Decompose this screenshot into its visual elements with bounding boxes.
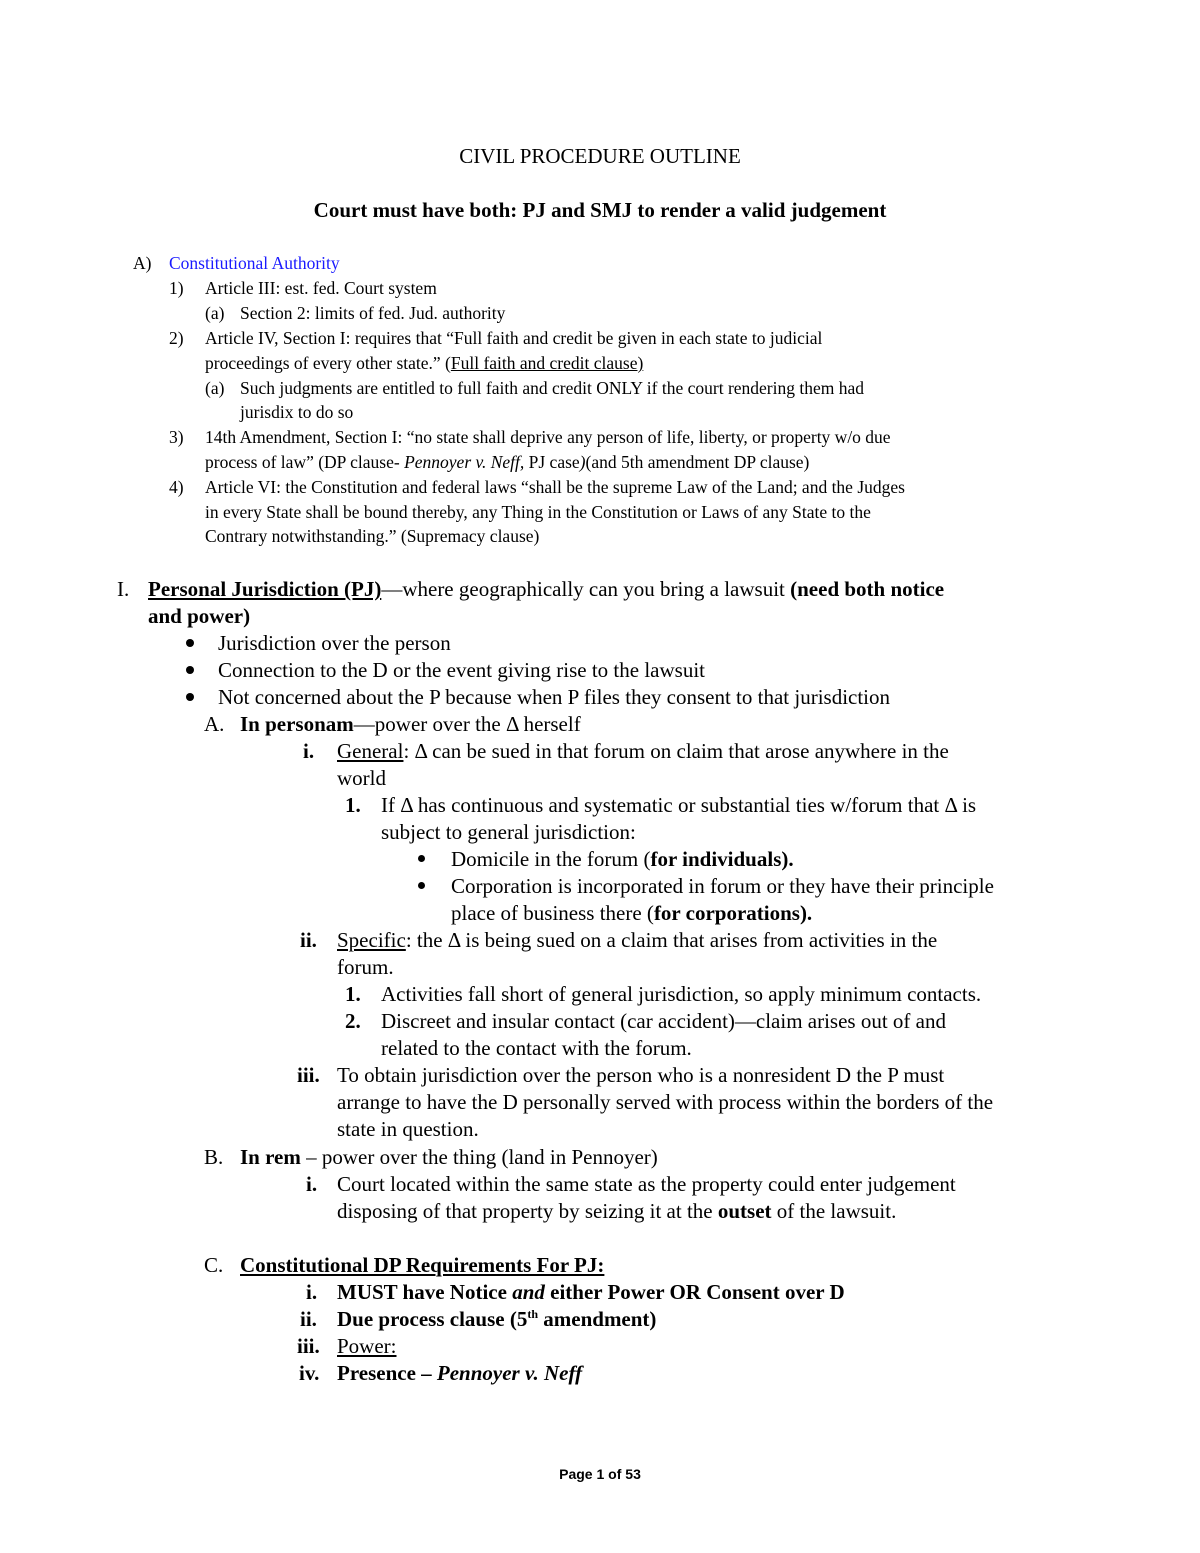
list-item-continued: process of law” (DP clause- Pennoyer v. Neff, PJ case)(and 5th amendment DP clause)	[205, 452, 810, 472]
bullet-item: Jurisdiction over the person	[218, 631, 451, 655]
list-item-continued: related to the contact with the forum.	[381, 1036, 692, 1060]
bullet-item: Domicile in the forum (for individuals).	[451, 847, 794, 871]
list-marker: (a)	[205, 303, 225, 323]
list-item: 14th Amendment, Section I: “no state shall deprive any person of life, liberty, or property w/o due	[205, 427, 891, 447]
list-item-continued: Contrary notwithstanding.” (Supremacy clause)	[205, 526, 540, 546]
in-personam-heading: In personam—power over the Δ herself	[240, 712, 581, 736]
list-item-continued: jurisdix to do so	[240, 402, 354, 422]
list-item: Discreet and insular contact (car accident)—claim arises out of and	[381, 1009, 947, 1033]
section-a-marker: A)	[133, 253, 152, 273]
sub-marker: B.	[204, 1145, 224, 1169]
list-item-continued: state in question.	[337, 1117, 479, 1141]
roman-marker: iii.	[297, 1334, 320, 1358]
number-marker: 2.	[345, 1009, 361, 1033]
list-item: Article IV, Section I: requires that “Full faith and credit be given in each state to judicial	[205, 328, 823, 348]
list-marker: (a)	[205, 378, 225, 398]
number-marker: 1.	[345, 982, 361, 1006]
list-item-continued: disposing of that property by seizing it at the outset of the lawsuit.	[337, 1199, 897, 1223]
list-item: If Δ has continuous and systematic or substantial ties w/forum that Δ is	[381, 793, 977, 817]
roman-marker: i.	[306, 1172, 318, 1196]
specific-jurisdiction: Specific: the Δ is being sued on a claim that arises from activities in the	[337, 928, 938, 952]
section-i-heading: Personal Jurisdiction (PJ)—where geographically can you bring a lawsuit (need both notice	[148, 577, 945, 601]
bullet-icon	[418, 882, 425, 889]
list-item-continued: arrange to have the D personally served with process within the borders of the	[337, 1090, 994, 1114]
general-jurisdiction: General: Δ can be sued in that forum on claim that arose anywhere in the	[337, 739, 949, 763]
roman-marker: iv.	[299, 1361, 320, 1385]
section-a-heading: Constitutional Authority	[169, 253, 340, 273]
bullet-item: Corporation is incorporated in forum or they have their principle	[451, 874, 994, 898]
bullet-icon	[186, 666, 194, 674]
roman-marker: i.	[306, 1280, 318, 1304]
list-marker: 3)	[169, 427, 184, 447]
list-item: Presence – Pennoyer v. Neff	[337, 1361, 583, 1385]
bullet-icon	[418, 855, 425, 862]
list-item: To obtain jurisdiction over the person who is a nonresident D the P must	[337, 1063, 945, 1087]
roman-marker: ii.	[300, 1307, 317, 1331]
list-item-continued: subject to general jurisdiction:	[381, 820, 636, 844]
list-item: Activities fall short of general jurisdiction, so apply minimum contacts.	[381, 982, 982, 1006]
list-marker: 1)	[169, 278, 184, 298]
roman-marker: i.	[303, 739, 315, 763]
sub-marker: C.	[204, 1253, 224, 1277]
number-marker: 1.	[345, 793, 361, 817]
list-item: MUST have Notice and either Power OR Consent over D	[337, 1280, 845, 1304]
page-footer: Page 1 of 53	[559, 1466, 641, 1482]
list-item: Section 2: limits of fed. Jud. authority	[240, 303, 506, 323]
section-i-heading-continued: and power)	[148, 604, 251, 628]
list-item-continued: in every State shall be bound thereby, any Thing in the Constitution or Laws of any State to the	[205, 502, 871, 522]
bullet-item-continued: place of business there (for corporations).	[451, 901, 813, 925]
specific-jurisdiction-continued: forum.	[337, 955, 394, 979]
page-title: CIVIL PROCEDURE OUTLINE	[459, 144, 741, 168]
in-rem-heading: In rem – power over the thing (land in Pennoyer)	[240, 1145, 658, 1169]
list-item: Power:	[337, 1334, 397, 1358]
section-i-marker: I.	[117, 577, 130, 601]
dp-requirements-heading: Constitutional DP Requirements For PJ:	[240, 1253, 605, 1277]
roman-marker: iii.	[297, 1063, 320, 1087]
list-item: Article III: est. fed. Court system	[205, 278, 437, 298]
list-item: Article VI: the Constitution and federal laws “shall be the supreme Law of the Land; and the Judges	[205, 477, 905, 497]
general-jurisdiction-continued: world	[337, 766, 386, 790]
bullet-item: Not concerned about the P because when P files they consent to that jurisdiction	[218, 685, 891, 709]
bullet-item: Connection to the D or the event giving rise to the lawsuit	[218, 658, 705, 682]
sub-marker: A.	[204, 712, 225, 736]
page-subtitle: Court must have both: PJ and SMJ to render a valid judgement	[313, 198, 887, 222]
list-item: Court located within the same state as the property could enter judgement	[337, 1172, 956, 1196]
list-item: Such judgments are entitled to full faith and credit ONLY if the court rendering them had	[240, 378, 865, 398]
list-item-continued: proceedings of every other state.” (Full faith and credit clause)	[205, 353, 644, 373]
bullet-icon	[186, 693, 194, 701]
list-marker: 2)	[169, 328, 184, 348]
roman-marker: ii.	[300, 928, 317, 952]
list-item: Due process clause (5th amendment)	[337, 1307, 657, 1331]
bullet-icon	[186, 639, 194, 647]
list-marker: 4)	[169, 477, 184, 497]
